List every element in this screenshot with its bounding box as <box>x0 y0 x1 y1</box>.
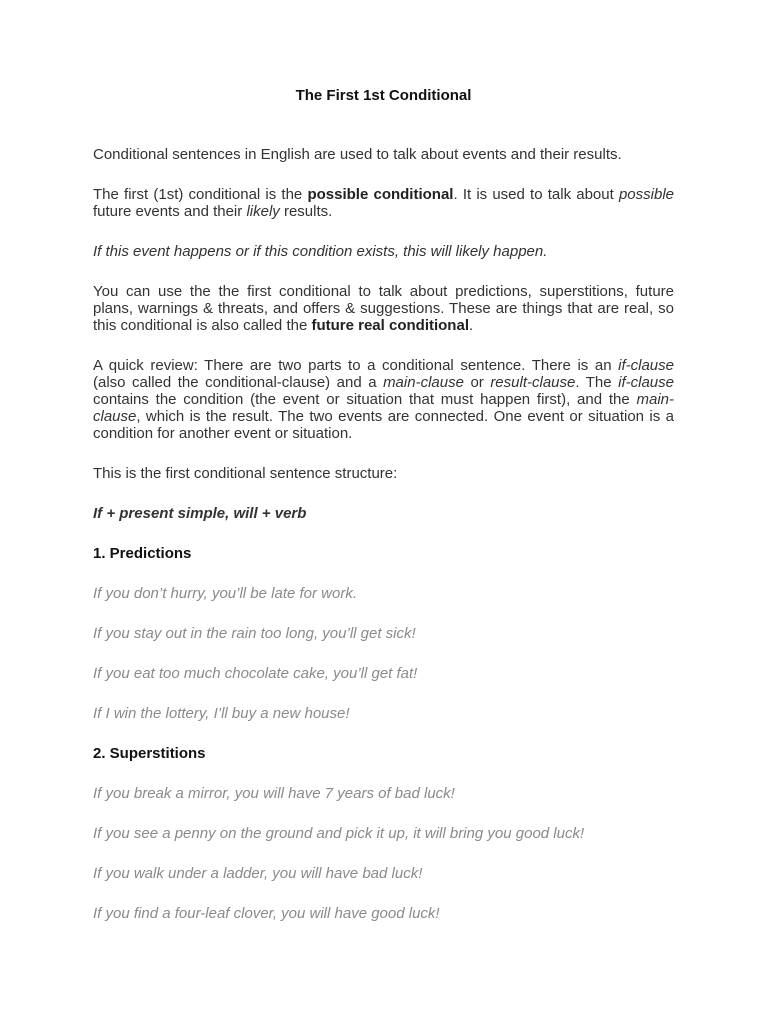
review-text: (also called the conditional-clause) and a <box>93 374 384 391</box>
review-text: , which is the result. The two events are connected. One event or situation is a condition for another event or situation. <box>93 408 674 442</box>
review-text: or <box>463 374 491 391</box>
structure-formula: If + present simple, will + verb <box>93 505 307 522</box>
italic-summary-line <box>93 243 674 260</box>
definition-text: The first (1st) conditional is the <box>93 186 308 203</box>
review-italic: main-clause <box>383 374 464 391</box>
definition-italic: possible <box>618 186 674 203</box>
usage-text: . <box>468 317 474 334</box>
example-sentence: If you walk under a ladder, you will have bad luck! <box>93 865 423 882</box>
example-sentence: If you break a mirror, you will have 7 years of bad luck! <box>93 785 455 802</box>
section-heading-superstitions: 2. Superstitions <box>93 745 206 762</box>
intro-paragraph: Conditional sentences in English are used to talk about events and their results. <box>93 146 622 163</box>
example-sentence: If you see a penny on the ground and pick it up, it will bring you good luck! <box>93 825 585 842</box>
definition-text: future events and their <box>93 203 247 220</box>
review-paragraph <box>93 357 674 442</box>
definition-text: . It is used to talk about <box>453 186 619 203</box>
example-sentence: If I win the lottery, I’ll buy a new house! <box>93 705 350 722</box>
review-text: . The <box>575 374 619 391</box>
definition-italic: likely <box>246 203 280 220</box>
structure-intro: This is the first conditional sentence structure: <box>93 465 398 482</box>
review-italic: main-clause <box>93 391 674 425</box>
definition-bold: possible conditional <box>307 186 454 203</box>
usage-text: You can use the the first conditional to talk about predictions, superstitions, future plans, warnings & threats, and offers & suggestions. These are things that are real, so this conditional is also called the <box>93 283 674 334</box>
section-heading-predictions: 1. Predictions <box>93 545 192 562</box>
review-text: A quick review: There are two parts to a conditional sentence. There is an <box>93 357 619 374</box>
review-italic: if-clause <box>618 374 674 391</box>
usage-bold: future real conditional <box>311 317 469 334</box>
definition-paragraph <box>93 186 674 220</box>
review-italic: result-clause <box>490 374 576 391</box>
example-sentence: If you eat too much chocolate cake, you’ll get fat! <box>93 665 418 682</box>
usage-paragraph <box>93 283 674 334</box>
example-sentence: If you don’t hurry, you’ll be late for work. <box>93 585 358 602</box>
document-content <box>93 86 674 922</box>
example-sentence: If you stay out in the rain too long, you’ll get sick! <box>93 625 416 642</box>
review-italic: if-clause <box>618 357 674 374</box>
page-title: The First 1st Conditional <box>295 87 472 104</box>
definition-text: results. <box>279 203 333 220</box>
example-sentence: If you find a four-leaf clover, you will have good luck! <box>93 905 440 922</box>
review-text: contains the condition (the event or situation that must happen first), and the <box>93 391 637 408</box>
italic-summary-text: If this event happens or if this condition exists, this will likely happen. <box>93 243 548 260</box>
